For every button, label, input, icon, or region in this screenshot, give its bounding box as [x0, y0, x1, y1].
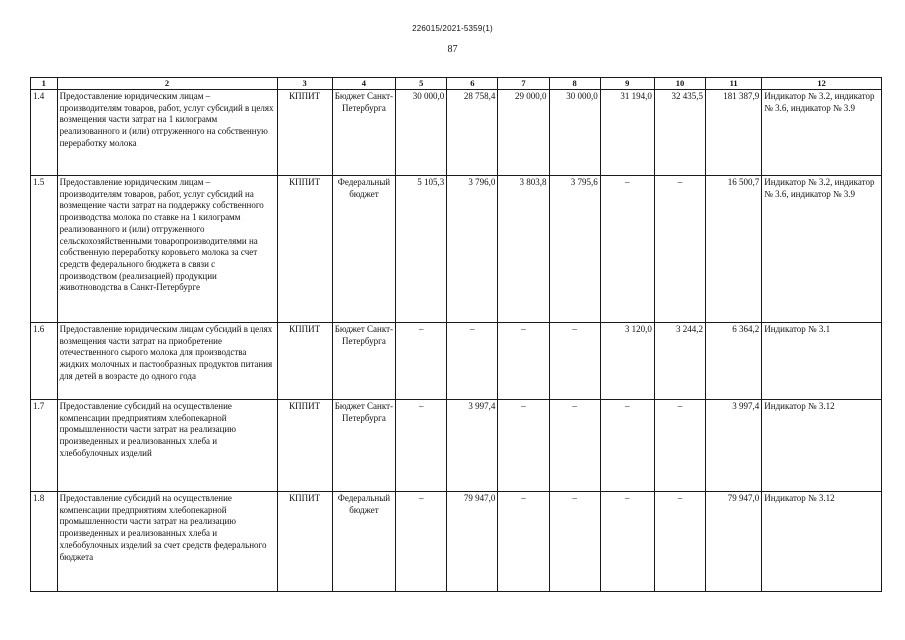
value-cell: – [549, 492, 600, 592]
value-cell: 3 795,6 [549, 176, 600, 323]
executor-cell: КППИТ [277, 90, 332, 176]
value-cell: – [549, 323, 600, 400]
total-cell: 3 997,4 [706, 400, 762, 492]
column-header: 6 [447, 78, 498, 90]
measure-description: Предоставление юридическим лицам – производителям товаров, работ, услуг субсидий на возмещение части затрат на поддержку собственного производства молока по ставке на 1 килограмм реализованного и (или) отгруженного сельскохозяйственными товаропроизводителями на собственную переработку коровьего молока за счет средств федерального бюджета в связи с производством (реализацией) продукции животноводства в Санкт-Петербурге [57, 176, 277, 323]
value-cell: – [396, 323, 447, 400]
value-cell: – [654, 400, 705, 492]
executor-cell: КППИТ [277, 323, 332, 400]
value-cell: 79 947,0 [447, 492, 498, 592]
value-cell: 3 803,8 [498, 176, 549, 323]
value-cell: – [396, 492, 447, 592]
indicator-cell: Индикатор № 3.12 [762, 400, 882, 492]
value-cell: 3 997,4 [447, 400, 498, 492]
executor-cell: КППИТ [277, 400, 332, 492]
total-cell: 6 364,2 [706, 323, 762, 400]
funding-source-cell: Бюджет Санкт-Петербурга [332, 90, 395, 176]
column-header: 11 [706, 78, 762, 90]
column-header: 5 [396, 78, 447, 90]
value-cell: 5 105,3 [396, 176, 447, 323]
table-row [31, 176, 882, 323]
table-header-row [31, 78, 882, 90]
table-row [31, 400, 882, 492]
value-cell: 3 244,2 [654, 323, 705, 400]
row-number: 1.6 [31, 323, 58, 400]
row-number: 1.8 [31, 492, 58, 592]
value-cell: 28 758,4 [447, 90, 498, 176]
value-cell: – [600, 400, 654, 492]
indicator-cell: Индикатор № 3.2, индикатор № 3.6, индикатор № 3.9 [762, 90, 882, 176]
document-id: 226015/2021-5359(1) [412, 24, 493, 33]
indicator-cell: Индикатор № 3.1 [762, 323, 882, 400]
column-header: 1 [31, 78, 58, 90]
measure-description: Предоставление юридическим лицам субсидий в целях возмещения части затрат на приобретение отечественного сырого молока для производства жидких молочных и пастообразных продуктов питания для детей в возрасте до одного года [57, 323, 277, 400]
row-number: 1.4 [31, 90, 58, 176]
value-cell: – [498, 323, 549, 400]
total-cell: 79 947,0 [706, 492, 762, 592]
table-row [31, 323, 882, 400]
value-cell: – [396, 400, 447, 492]
column-header: 8 [549, 78, 600, 90]
indicator-cell: Индикатор № 3.2, индикатор № 3.6, индикатор № 3.9 [762, 176, 882, 323]
value-cell: 3 120,0 [600, 323, 654, 400]
value-cell: 3 796,0 [447, 176, 498, 323]
value-cell: – [654, 492, 705, 592]
column-header: 10 [654, 78, 705, 90]
value-cell: – [498, 492, 549, 592]
value-cell: – [498, 400, 549, 492]
indicator-cell: Индикатор № 3.12 [762, 492, 882, 592]
table-row [31, 492, 882, 592]
measure-description: Предоставление субсидий на осуществление компенсации предприятиям хлебопекарной промышленности части затрат на реализацию произведенных и реализованных хлеба и хлебобулочных изделий за счет средств федерального бюджета [57, 492, 277, 592]
row-number: 1.7 [31, 400, 58, 492]
measure-description: Предоставление юридическим лицам – производителям товаров, работ, услуг субсидий в целях возмещения части затрат на 1 килограмм реализованного и (или) отгруженного на собственную переработку молока [57, 90, 277, 176]
table-row [31, 90, 882, 176]
program-measures-table [30, 77, 882, 592]
value-cell: 30 000,0 [396, 90, 447, 176]
funding-source-cell: Бюджет Санкт-Петербурга [332, 323, 395, 400]
value-cell: 29 000,0 [498, 90, 549, 176]
value-cell: 30 000,0 [549, 90, 600, 176]
measure-description: Предоставление субсидий на осуществление компенсации предприятиям хлебопекарной промышленности части затрат на реализацию произведенных и реализованных хлеба и хлебобулочных изделий [57, 400, 277, 492]
column-header: 12 [762, 78, 882, 90]
value-cell: – [447, 323, 498, 400]
funding-source-cell: Федеральный бюджет [332, 492, 395, 592]
value-cell: 31 194,0 [600, 90, 654, 176]
column-header: 3 [277, 78, 332, 90]
funding-source-cell: Бюджет Санкт-Петербурга [332, 400, 395, 492]
value-cell: – [549, 400, 600, 492]
row-number: 1.5 [31, 176, 58, 323]
total-cell: 181 387,9 [706, 90, 762, 176]
value-cell: – [600, 176, 654, 323]
total-cell: 16 500,7 [706, 176, 762, 323]
executor-cell: КППИТ [277, 176, 332, 323]
value-cell: 32 435,5 [654, 90, 705, 176]
funding-source-cell: Федеральный бюджет [332, 176, 395, 323]
value-cell: – [654, 176, 705, 323]
column-header: 2 [57, 78, 277, 90]
executor-cell: КППИТ [277, 492, 332, 592]
column-header: 4 [332, 78, 395, 90]
value-cell: – [600, 492, 654, 592]
column-header: 7 [498, 78, 549, 90]
column-header: 9 [600, 78, 654, 90]
page-number: 87 [447, 44, 458, 55]
